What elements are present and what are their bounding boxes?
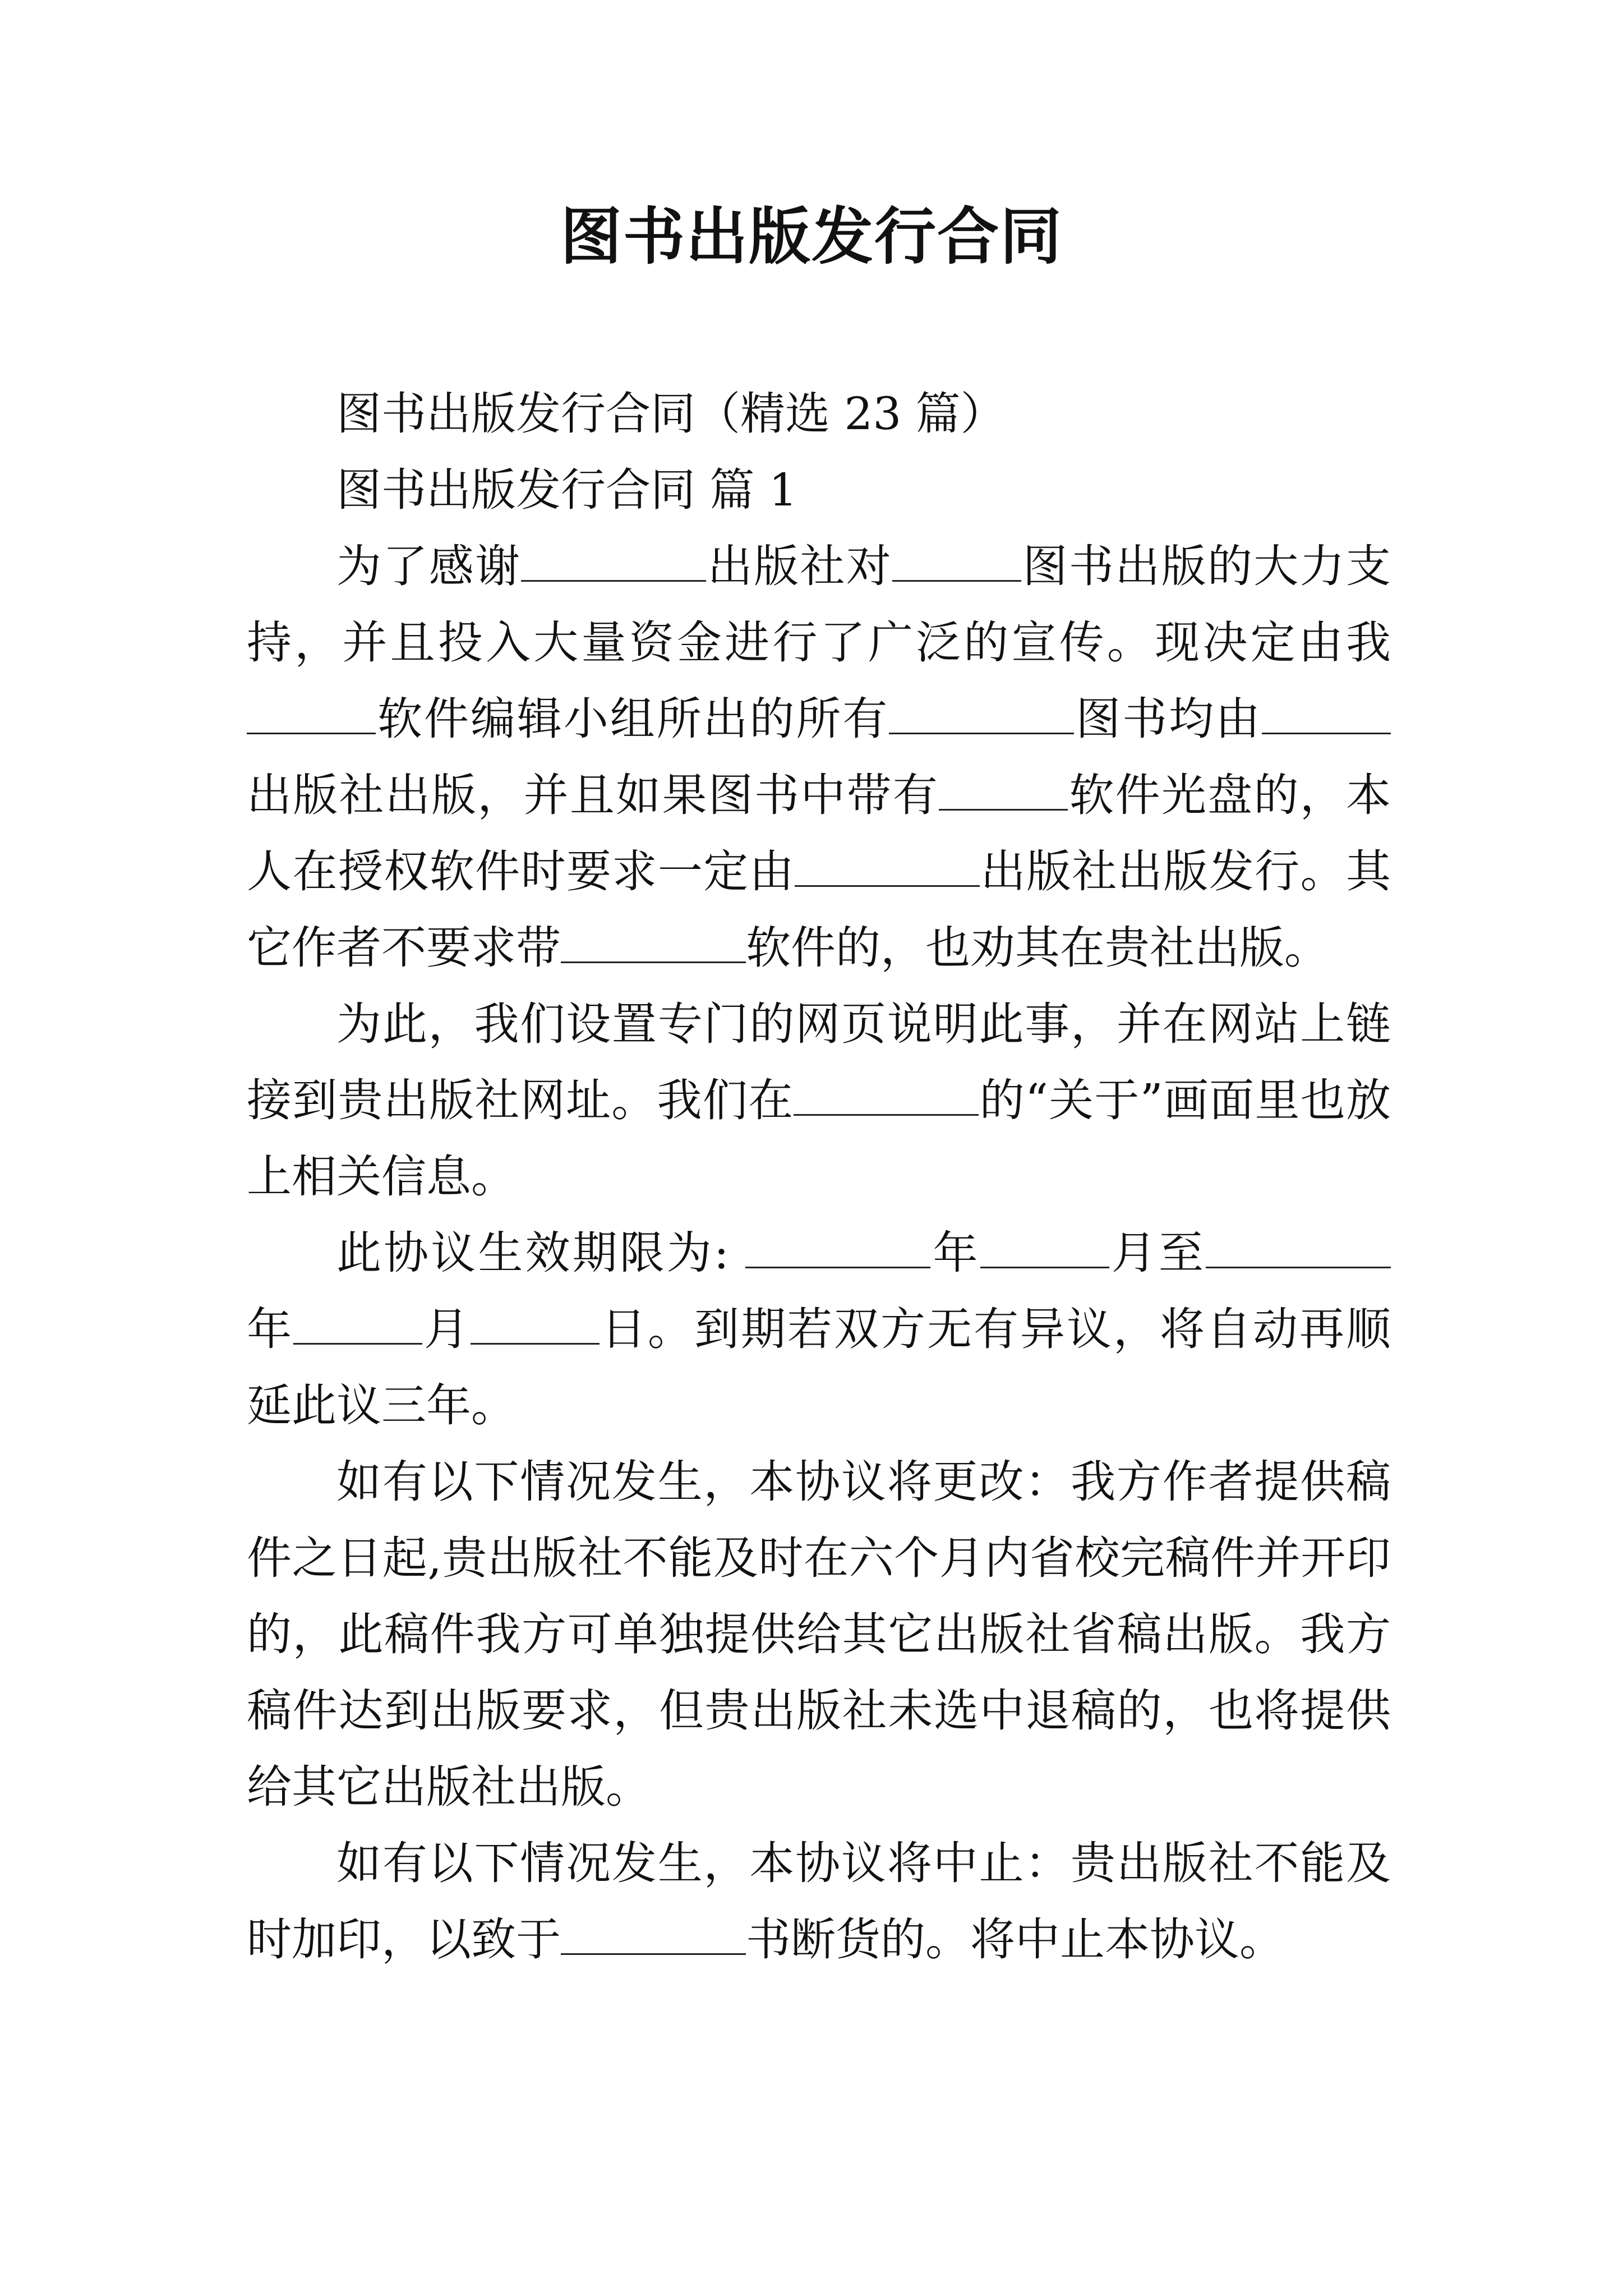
text-segment: 出版社对: [706, 540, 893, 592]
text-segment: 的“关于”画面里也放上相关信息。: [247, 1074, 1391, 1203]
text-segment: 软件的，也劝其在贵社出版。: [746, 922, 1329, 974]
blank-line: [794, 1080, 979, 1116]
paragraph-subtitle: [247, 376, 1391, 452]
blank-line: [471, 1309, 600, 1345]
blank-line: [892, 546, 1021, 582]
paragraph-2: [247, 986, 1391, 1215]
text-segment: 年: [247, 1303, 293, 1355]
blank-line: [293, 1309, 422, 1345]
text-segment: 图书出版的大力支持，并且投入大量资金进行了广泛的宣传。现决定由我: [247, 540, 1391, 669]
blank-line: [1262, 699, 1391, 734]
blank-line: [980, 1233, 1109, 1268]
text-segment: 书断货的。将中止本协议。: [746, 1913, 1284, 1966]
text-segment: 软件光盘的，本人在授权软件时要求一定由: [247, 769, 1391, 898]
blank-line: [521, 546, 706, 582]
text-segment: 出版社出版，并且如果图书中带有: [247, 769, 939, 821]
text-segment: 日。到期若双方无有异议，将自动再顺延此议三年。: [247, 1303, 1391, 1432]
text-segment: 月至: [1109, 1227, 1206, 1279]
text-segment: 此协议生效期限为:: [336, 1227, 746, 1279]
text-segment: 月: [422, 1303, 471, 1355]
text-segment: 如有以下情况发生，本协议将更改：我方作者提供稿件之日起,贵出版社不能及时在六个月内省校完稿件并开印的，此稿件我方可单独提供给其它出版社省稿出版。我方稿件达到出版要求，但贵出版社未选中退稿的，也将提供给其它出版社出版。: [247, 1456, 1391, 1813]
text-segment: 年: [930, 1227, 980, 1279]
text-segment: 如有以下情况发生，本协议将中止：贵出版社不能及时加印，以致于: [247, 1837, 1391, 1966]
text-segment: 为了感谢: [336, 540, 522, 592]
blank-line: [795, 852, 980, 887]
blank-line: [939, 775, 1068, 811]
document-title: 图书出版发行合同: [560, 201, 1063, 273]
blank-line: [247, 699, 376, 734]
text-segment: 出版社出版发行。其它作者不要求带: [247, 845, 1391, 974]
paragraph-3: [247, 1215, 1391, 1444]
text-segment: 为此，我们设置专门的网页说明此事，并在网站上链接到贵出版社网址。我们在: [247, 998, 1391, 1126]
text-segment: 图书出版发行合同（精选 23 篇）: [336, 388, 1006, 440]
text-segment: 图书均由: [1074, 693, 1262, 745]
blank-line: [561, 928, 746, 963]
text-segment: 软件编辑小组所出的所有: [376, 693, 889, 745]
document-body: [247, 376, 1391, 1978]
blank-line: [1206, 1233, 1391, 1268]
text-segment: 图书出版发行合同 篇 1: [336, 464, 797, 516]
blank-line: [745, 1233, 930, 1268]
paragraph-1: [247, 528, 1391, 986]
blank-line: [561, 1920, 746, 1955]
blank-line: [889, 699, 1074, 734]
paragraph-5: [247, 1825, 1391, 1978]
paragraph-section-heading: [247, 452, 1391, 528]
paragraph-4: [247, 1444, 1391, 1825]
